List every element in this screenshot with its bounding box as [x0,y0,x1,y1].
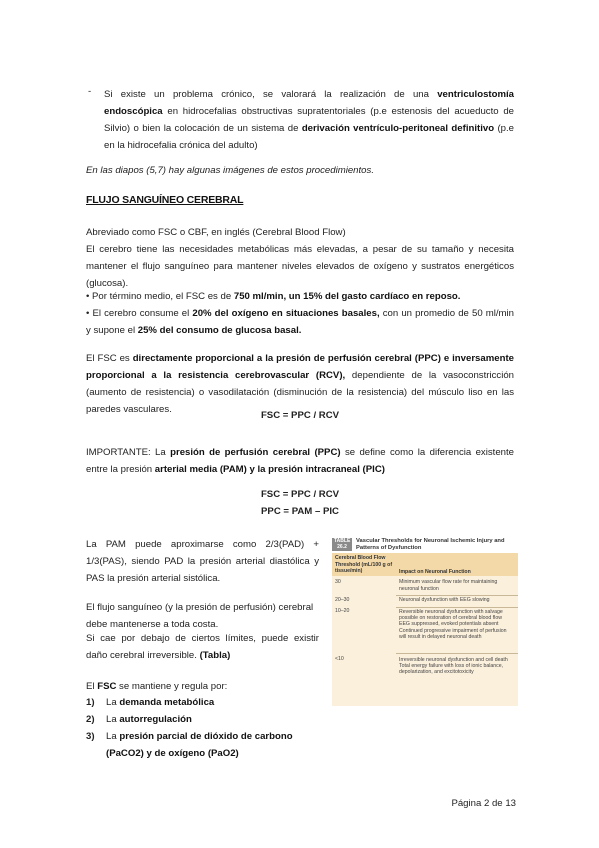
limits-text-1: Si cae por debajo de ciertos límites, puede existir daño cerebral irreversible. [86,633,319,661]
maintained-bold: FSC [97,681,117,692]
list-bold: demanda metabólica [119,697,215,708]
bullet2-bold-2: 25% del consumo de glucosa basal. [137,325,302,336]
important-text-1: IMPORTANTE: La [86,447,171,458]
thresholds-table [332,553,518,677]
important-bold-2: arterial media (PAM) y la presión intracraneal (PIC) [154,464,385,475]
list-item [86,711,326,728]
maintained-text-1: El [86,681,98,692]
important-text-2: se define como la diferencia existente entre la presión [86,447,514,475]
bullet2-text-1: • El cerebro consume el [86,308,193,319]
prop-bold-1: directamente proporcional a la presión de perfusión cerebral (PPC) e inversamente proporcional a la resistencia cerebrovascular (RCV), [86,353,514,381]
bullet1-text: • Por término medio, el FSC es de [86,291,234,302]
prop-text-2: dependiente de la vasoconstricción (aumento de resistencia) o vasodilatación (disminución de la resistencia) del músculo liso en las paredes vasculares. [86,370,514,415]
maintained-text [86,678,319,695]
table-row [332,607,518,653]
list-prefix: La [106,714,120,725]
formula-fsc-2: FSC = PPC / RCV [260,489,340,500]
abbrev-text: Abreviado como FSC o CBF, en inglés (Cerebral Blood Flow) [86,227,346,238]
list-item [86,694,326,711]
table-cell: Irreversible neuronal dysfunction and cell death Total energy failure with loss of ionic balance, depolarization, and excitotoxicity [399,656,508,676]
list-dash: - [88,86,92,97]
table-cell: Reversible neuronal dysfunction with salvage possible on restoration of cerebral blood flow EEG suppressed, evoked potentials absent Continued progressive impairment of perfusion will result in delayed neuronal death [396,607,518,653]
table-cell: 20–30 [335,596,350,603]
list-bold: presión parcial de dióxido de carbono (PaCO2) y de oxígeno (PaO2) [106,731,293,759]
col-impact-header: Impact on Neuronal Function [399,569,471,575]
table-cell: Minimum vascular flow rate for maintaining neuronal function [396,576,518,595]
formula-fsc-1: FSC = PPC / RCV [260,410,340,421]
list-number: 2) [86,714,95,725]
important-bold-1: presión de perfusión cerebral (PPC) [170,447,341,458]
list-number: 3) [86,731,95,742]
flow-text: El flujo sanguíneo (y la presión de perfusión) cerebral debe mantenerse a toda costa. [86,602,314,630]
important-paragraph [86,444,514,478]
table-body [332,553,518,706]
regulators-list [86,694,326,762]
list-bold: autorregulación [119,714,192,725]
bullet-fsc-average [86,288,516,305]
formula-ppc: PPC = PAM – PIC [261,506,339,517]
intro-text-2: en hidrocefalias obstructivas supratentoriales (p.e estenosis del acueducto de Silvio) o bien la colocación de un sistema de [104,106,514,134]
intro-text-3: (p.e en la hidrocefalia crónica del adulto) [104,123,514,151]
table-header [332,538,518,551]
limits-bold: (Tabla) [199,650,231,661]
vascular-thresholds-table [332,538,518,710]
table-row [332,596,518,607]
bullet2-bold-1: 20% del oxígeno en situaciones basales, [192,308,380,319]
table-badge [332,538,352,551]
needs-text: El cerebro tiene las necesidades metabólicas más elevadas, a pesar de su tamaño y necesita mantener el flujo sanguíneo para mantener niveles elevados de oxígeno y sustratos energéticos (glucosa). [86,244,514,289]
diapos-note: En las diapos (5,7) hay algunas imágenes de estos procedimientos. [86,165,374,176]
bullet2-text-2: con un promedio de 50 ml/min y supone el [86,308,515,336]
proportional-paragraph [86,350,514,418]
list-item [86,728,326,762]
bullet1-bold: 750 ml/min, un 15% del gasto cardíaco en reposo. [233,291,461,302]
intro-bold-1: ventriculostomía endoscópica [104,89,514,117]
list-prefix: La [106,697,120,708]
table-cell: 30 [335,579,341,586]
page-number: Página 2 de 13 [451,798,516,809]
table-title: Vascular Thresholds for Neuronal Ischemic Injury and Patterns of Dysfunction [356,538,505,551]
bullet-oxygen [86,305,514,339]
maintained-text-2: se mantiene y regula por: [116,681,228,692]
list-number: 1) [86,697,95,708]
table-badge-label: TABLE [334,538,351,544]
intro-text-1: Si existe un problema crónico, se valorará la realización de una [104,89,438,100]
table-cell: <10 [335,656,344,663]
table-cell: Neuronal dysfunction with EEG slowing [396,596,518,607]
pam-text: La PAM puede aproximarse como 2/3(PAD) + 1/3(PAS), siendo PAD la presión arterial diastólica y PAS la presión arterial sistólica. [86,539,319,584]
table-cell: 10–20 [335,608,350,615]
list-prefix: La [106,731,120,742]
table-row [332,576,518,595]
col-threshold-header: Cerebral Blood Flow Threshold (mL/100 g of tissue/min) [335,555,393,574]
intro-paragraph [104,86,514,154]
prop-text-1: El FSC es [86,353,133,364]
table-row [332,553,518,576]
table-badge-number: 26.2 [337,543,347,550]
limits-text [86,630,319,664]
intro-bold-2: derivación ventrículo-peritoneal definitivo [301,123,495,134]
section-title: FLUJO SANGUÍNEO CEREBRAL [86,194,244,206]
table-row [332,653,518,677]
